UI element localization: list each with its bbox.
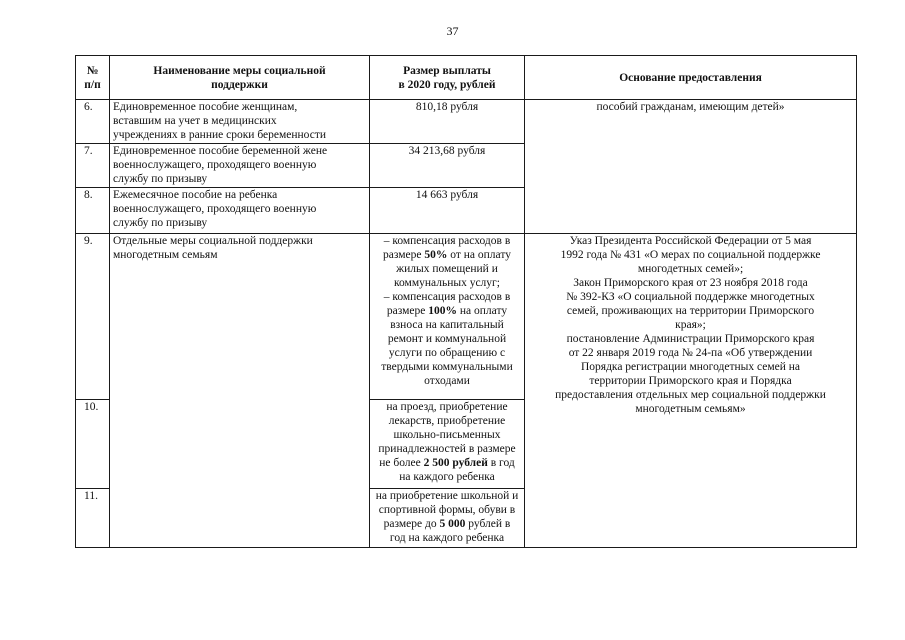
header-basis: Основание предоставления <box>525 56 857 100</box>
row-number: 9. <box>76 234 110 400</box>
row-number: 10. <box>76 400 110 489</box>
header-measure-name: Наименование меры социальной поддержки <box>110 56 370 100</box>
header-payment-amount: Размер выплаты в 2020 году, рублей <box>370 56 525 100</box>
table-row <box>76 234 857 400</box>
payment-amount-school-uniform: на приобретение школьной и спортивной формы, обуви в размере до 5 000 рублей в год на каждого ребенка <box>370 489 525 548</box>
row-number: 11. <box>76 489 110 548</box>
page-number: 37 <box>446 24 459 38</box>
payment-amount: 34 213,68 рубля <box>370 144 525 188</box>
payment-amount-large-family-compensation: – компенсация расходов в размере 50% от на оплату жилых помещений и коммунальных услуг; – компенсация расходов в размере 100% на оплату взноса на капитальный ремонт и коммунальной услуги по обращению с твердыми коммунальными отходами <box>370 234 525 400</box>
row-number: 6. <box>76 100 110 144</box>
payment-amount-travel-supplies: на проезд, приобретение лекарств, приобретение школьно-письменных принадлежностей в размере не более 2 500 рублей в год на каждого ребенка <box>370 400 525 489</box>
measure-name: Единовременное пособие беременной жене военнослужащего, проходящего военную службу по призыву <box>110 144 370 188</box>
basis-cell-large-family: Указ Президента Российской Федерации от 5 мая 1992 года № 431 «О мерах по социальной поддержке многодетных семей»; Закон Приморского края от 23 ноября 2018 года № 392-КЗ «О социальной поддержке многодетных семей, проживающих на территории Приморского края»; постановление Администрации Приморского края от 22 января 2019 года № 24-па «Об утверждении Порядка регистрации многодетных семей на территории Приморского края и Порядка предоставления отдельных мер социальной поддержки многодетным семьям» <box>525 234 857 548</box>
measure-name: Единовременное пособие женщинам, вставшим на учет в медицинских учреждениях в ранние сроки беременности <box>110 100 370 144</box>
social-support-table <box>75 55 857 548</box>
table-row <box>76 100 857 144</box>
basis-cell: пособий гражданам, имеющим детей» <box>525 100 857 234</box>
payment-amount: 810,18 рубля <box>370 100 525 144</box>
row-number: 7. <box>76 144 110 188</box>
measure-name: Ежемесячное пособие на ребенка военнослужащего, проходящего военную службу по призыву <box>110 188 370 234</box>
measure-name: Отдельные меры социальной поддержки многодетным семьям <box>110 234 370 548</box>
payment-amount: 14 663 рубля <box>370 188 525 234</box>
row-number: 8. <box>76 188 110 234</box>
table-header-row <box>76 56 857 100</box>
header-number: № п/п <box>76 56 110 100</box>
